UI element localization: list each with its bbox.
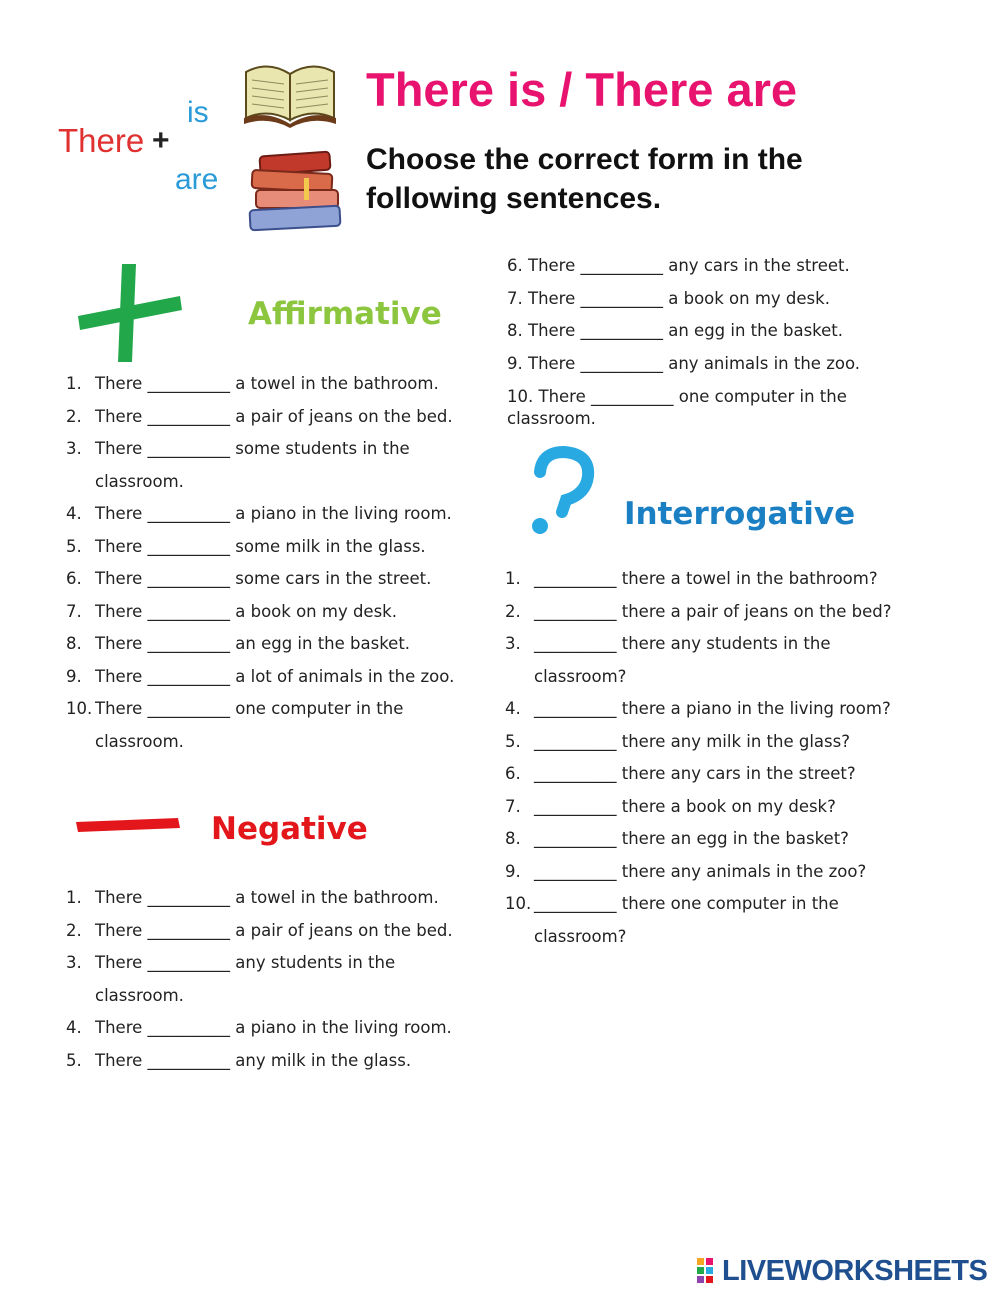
list-item	[66, 596, 486, 629]
list-item	[66, 628, 486, 661]
item-number: 1.	[66, 888, 82, 907]
negative-list	[66, 882, 486, 1077]
item-number: 4.	[66, 504, 82, 523]
item-number: 6.	[505, 764, 521, 783]
heading-affirmative: Affirmative	[248, 296, 442, 332]
formula-are: are	[175, 163, 219, 196]
item-text[interactable]: There __________ some cars in the street.	[95, 569, 432, 588]
list-item[interactable]: 10. There __________ one computer in the	[507, 387, 847, 406]
item-number: 1.	[505, 569, 521, 588]
plus-sign-icon	[76, 262, 184, 364]
liveworksheets-logo-icon	[697, 1258, 723, 1284]
stacked-books-icon	[246, 148, 354, 243]
item-text[interactable]: There __________ a towel in the bathroom.	[95, 374, 439, 393]
list-item[interactable]: 8. There __________ an egg in the basket.	[507, 321, 844, 340]
item-text[interactable]: There __________ a piano in the living room.	[95, 1018, 452, 1037]
list-item	[66, 882, 486, 915]
list-item	[66, 563, 486, 596]
item-text[interactable]: __________ there a towel in the bathroom?	[534, 569, 878, 588]
heading-negative: Negative	[211, 811, 368, 847]
list-item	[505, 888, 945, 953]
item-text[interactable]: There __________ one computer in the classroom.	[95, 699, 404, 751]
list-item	[66, 531, 486, 564]
item-number: 6.	[66, 569, 82, 588]
item-number: 3.	[66, 953, 82, 972]
page-title: There is / There are	[366, 63, 798, 116]
list-item	[66, 1045, 486, 1078]
item-text[interactable]: __________ there any students in the classroom?	[534, 634, 831, 686]
item-number: 8.	[505, 829, 521, 848]
negative-continued	[507, 250, 937, 430]
interrogative-list	[505, 563, 945, 953]
list-item-wrap: classroom.	[507, 409, 596, 428]
list-item	[505, 758, 945, 791]
item-text[interactable]: There __________ any students in the classroom.	[95, 953, 396, 1005]
item-number: 5.	[505, 731, 521, 751]
item-number: 4.	[66, 1018, 82, 1037]
item-number: 7.	[505, 796, 521, 816]
item-number: 1.	[66, 374, 82, 393]
question-mark-icon	[526, 446, 598, 538]
item-number: 10.	[505, 894, 532, 913]
item-text[interactable]: __________ there a pair of jeans on the bed?	[534, 601, 892, 621]
list-item	[66, 661, 486, 694]
item-number: 9.	[66, 666, 82, 686]
list-item	[66, 498, 486, 531]
list-item	[505, 726, 945, 759]
item-number: 3.	[505, 634, 521, 653]
list-item[interactable]: 6. There __________ any cars in the street.	[507, 256, 850, 275]
item-number: 2.	[66, 920, 82, 940]
formula-is: is	[187, 96, 209, 129]
item-number: 2.	[505, 601, 521, 621]
item-text[interactable]: There __________ some students in the classroom.	[95, 439, 410, 491]
item-text[interactable]: There __________ a pair of jeans on the bed.	[95, 920, 453, 940]
list-item	[505, 596, 945, 629]
item-text[interactable]: There __________ any milk in the glass.	[95, 1050, 412, 1070]
item-number: 8.	[66, 634, 82, 653]
item-number: 2.	[66, 406, 82, 426]
item-number: 10.	[66, 699, 93, 718]
item-text[interactable]: __________ there any milk in the glass?	[534, 731, 850, 751]
list-item	[66, 915, 486, 948]
item-text[interactable]: __________ there any animals in the zoo?	[534, 861, 867, 881]
list-item	[505, 856, 945, 889]
liveworksheets-logo[interactable]: LIVEWORKSHEETS	[722, 1255, 988, 1287]
formula-plus: +	[152, 124, 170, 157]
list-item	[505, 693, 945, 726]
item-text[interactable]: There __________ a pair of jeans on the bed.	[95, 406, 453, 426]
list-item	[66, 401, 486, 434]
item-text[interactable]: There __________ a lot of animals in the zoo.	[95, 666, 455, 686]
item-text[interactable]: There __________ an egg in the basket.	[95, 634, 411, 653]
affirmative-list	[66, 368, 486, 758]
list-item	[66, 947, 486, 1012]
list-item	[66, 1012, 486, 1045]
list-item[interactable]: 9. There __________ any animals in the zoo.	[507, 353, 860, 373]
list-item	[66, 433, 486, 498]
item-text[interactable]: There __________ a towel in the bathroom.	[95, 888, 439, 907]
item-text[interactable]: __________ there an egg in the basket?	[534, 829, 849, 848]
item-text[interactable]: __________ there any cars in the street?	[534, 764, 856, 783]
item-text[interactable]: __________ there a piano in the living room?	[534, 699, 891, 718]
list-item	[66, 693, 486, 758]
list-item	[505, 628, 945, 693]
item-number: 4.	[505, 699, 521, 718]
item-number: 7.	[66, 601, 82, 621]
item-number: 5.	[66, 536, 82, 556]
list-item	[505, 823, 945, 856]
item-text[interactable]: __________ there a book on my desk?	[534, 796, 836, 816]
open-book-icon	[240, 58, 340, 128]
item-text[interactable]: There __________ a book on my desk.	[95, 601, 397, 621]
list-item	[505, 563, 945, 596]
instructions: Choose the correct form in the following sentences.	[366, 143, 803, 215]
minus-sign-icon	[74, 814, 182, 834]
item-number: 3.	[66, 439, 82, 458]
item-text[interactable]: __________ there one computer in the classroom?	[534, 894, 839, 946]
item-number: 5.	[66, 1050, 82, 1070]
item-number: 9.	[505, 861, 521, 881]
item-text[interactable]: There __________ a piano in the living room.	[95, 504, 452, 523]
heading-interrogative: Interrogative	[624, 496, 856, 532]
formula-there: There	[58, 122, 145, 159]
list-item	[66, 368, 486, 401]
item-text[interactable]: There __________ some milk in the glass.	[95, 536, 426, 556]
list-item	[505, 791, 945, 824]
list-item[interactable]: 7. There __________ a book on my desk.	[507, 288, 830, 308]
